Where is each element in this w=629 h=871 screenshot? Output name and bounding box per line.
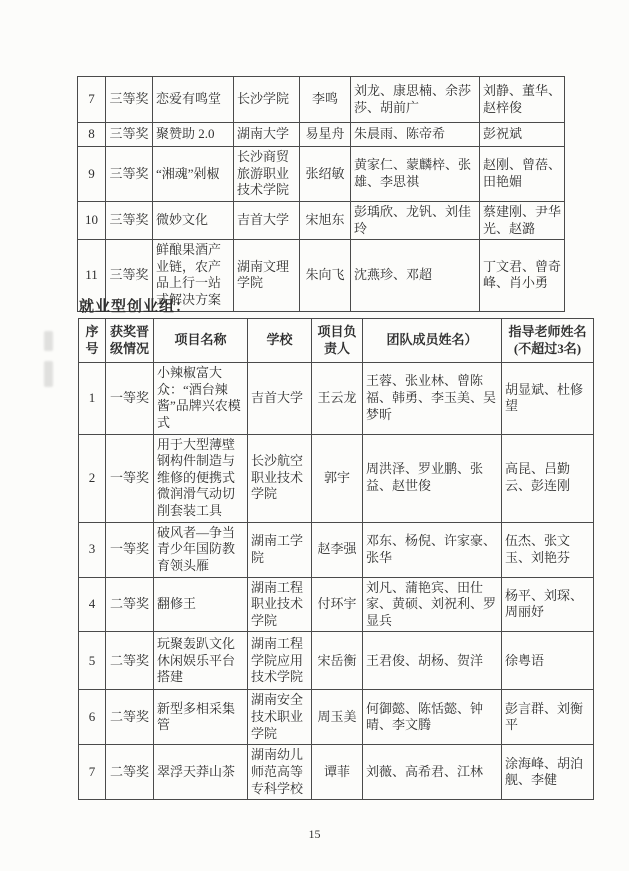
cell-no: 8 (78, 123, 106, 147)
awards-table-continued (77, 76, 565, 312)
cell-members: 黄家仁、蒙麟梓、张雄、李思祺 (351, 147, 480, 202)
cell-school: 长沙航空职业技术学院 (248, 434, 312, 522)
cell-leader: 赵李强 (312, 522, 363, 577)
cell-teachers: 赵刚、曾蓓、田艳媚 (480, 147, 565, 202)
cell-project: 鲜酿果酒产业链，农产品上行一站式解决方案 (153, 240, 234, 312)
cell-project: 聚赞助 2.0 (153, 123, 234, 147)
cell-leader: 宋旭东 (300, 201, 351, 239)
cell-school: 湖南幼儿师范高等专科学校 (248, 745, 312, 800)
cell-award: 三等奖 (106, 201, 153, 239)
cell-teachers: 丁文君、曾奇峰、肖小勇 (480, 240, 565, 312)
cell-award: 二等奖 (106, 632, 154, 690)
cell-members: 刘薇、高希君、江林 (363, 745, 502, 800)
cell-award: 一等奖 (106, 434, 154, 522)
cell-no: 1 (79, 363, 106, 435)
scan-artifact (44, 361, 53, 387)
cell-award: 三等奖 (106, 77, 153, 123)
cell-teachers: 涂海峰、胡泊舰、李健 (502, 745, 594, 800)
cell-award: 三等奖 (106, 123, 153, 147)
cell-school: 湖南大学 (234, 123, 300, 147)
cell-no: 7 (79, 745, 106, 800)
cell-no: 10 (78, 201, 106, 239)
cell-teachers: 高昆、吕勤云、彭连刚 (502, 434, 594, 522)
cell-members: 刘龙、康思楠、余莎莎、胡前广 (351, 77, 480, 123)
table-row (78, 123, 565, 147)
table-row (79, 522, 594, 577)
cell-leader: 李鸣 (300, 77, 351, 123)
cell-project: 玩聚轰趴文化休闲娱乐平台搭建 (154, 632, 248, 690)
cell-leader: 王云龙 (312, 363, 363, 435)
cell-project: 恋爱有鸣堂 (153, 77, 234, 123)
cell-school: 吉首大学 (248, 363, 312, 435)
table-row (79, 690, 594, 745)
cell-leader: 张绍敏 (300, 147, 351, 202)
cell-award: 三等奖 (106, 147, 153, 202)
cell-leader: 郭宇 (312, 434, 363, 522)
cell-award: 二等奖 (106, 745, 154, 800)
table-row (79, 745, 594, 800)
cell-leader: 谭菲 (312, 745, 363, 800)
cell-school: 湖南工程职业技术学院 (248, 577, 312, 632)
cell-teachers: 徐粤语 (502, 632, 594, 690)
cell-school: 长沙学院 (234, 77, 300, 123)
table-header-row (79, 319, 594, 363)
cell-school: 吉首大学 (234, 201, 300, 239)
cell-no: 7 (78, 77, 106, 123)
cell-leader: 朱向飞 (300, 240, 351, 312)
cell-leader: 周玉美 (312, 690, 363, 745)
cell-school: 湖南文理学院 (234, 240, 300, 312)
header-award: 获奖晋级情况 (106, 319, 154, 363)
cell-project: “湘魂”剁椒 (153, 147, 234, 202)
cell-members: 邓东、杨倪、许家豪、张华 (363, 522, 502, 577)
cell-members: 王君俊、胡杨、贺洋 (363, 632, 502, 690)
header-school: 学校 (248, 319, 312, 363)
header-project: 项目名称 (154, 319, 248, 363)
table-row (79, 434, 594, 522)
section-title: 就业型创业组： (79, 299, 192, 315)
cell-members: 何御懿、陈恬懿、钟晴、李文腾 (363, 690, 502, 745)
cell-members: 朱晨雨、陈帝希 (351, 123, 480, 147)
cell-project: 破风者—争当青少年国防教育领头雁 (154, 522, 248, 577)
cell-teachers: 彭祝斌 (480, 123, 565, 147)
cell-school: 长沙商贸旅游职业技术学院 (234, 147, 300, 202)
cell-project: 微妙文化 (153, 201, 234, 239)
cell-members: 彭瑀欣、龙钒、刘佳玲 (351, 201, 480, 239)
table-row (78, 147, 565, 202)
header-no: 序号 (79, 319, 106, 363)
table-row (78, 77, 565, 123)
cell-members: 王蓉、张业林、曾陈福、韩勇、李玉美、吴梦昕 (363, 363, 502, 435)
table-row (78, 201, 565, 239)
cell-project: 翻修王 (154, 577, 248, 632)
cell-award: 三等奖 (106, 240, 153, 312)
cell-project: 新型多相采集管 (154, 690, 248, 745)
table-row (79, 632, 594, 690)
cell-teachers: 伍杰、张文玉、刘艳芬 (502, 522, 594, 577)
cell-award: 二等奖 (106, 577, 154, 632)
cell-leader: 易星舟 (300, 123, 351, 147)
cell-no: 6 (79, 690, 106, 745)
cell-project: 翠浮天莽山茶 (154, 745, 248, 800)
cell-no: 3 (79, 522, 106, 577)
cell-teachers: 胡显斌、杜修望 (502, 363, 594, 435)
cell-teachers: 蔡建刚、尹华光、赵潞 (480, 201, 565, 239)
header-leader: 项目负责人 (312, 319, 363, 363)
cell-no: 11 (78, 240, 106, 312)
scan-artifact (44, 331, 53, 351)
cell-project: 小辣椒富大众：“酒台辣酱”品牌兴农模式 (154, 363, 248, 435)
cell-members: 刘凡、蒲艳宾、田仕家、黄硕、刘祝利、罗显兵 (363, 577, 502, 632)
cell-no: 5 (79, 632, 106, 690)
header-members: 团队成员姓名） (363, 319, 502, 363)
table-row (79, 363, 594, 435)
cell-members: 周洪泽、罗业鹏、张益、赵世俊 (363, 434, 502, 522)
cell-no: 2 (79, 434, 106, 522)
cell-school: 湖南工程学院应用技术学院 (248, 632, 312, 690)
cell-leader: 宋岳衡 (312, 632, 363, 690)
cell-teachers: 彭言群、刘衡平 (502, 690, 594, 745)
cell-award: 一等奖 (106, 363, 154, 435)
cell-award: 一等奖 (106, 522, 154, 577)
cell-no: 4 (79, 577, 106, 632)
cell-leader: 付环宇 (312, 577, 363, 632)
cell-teachers: 刘静、董华、赵梓俊 (480, 77, 565, 123)
cell-award: 二等奖 (106, 690, 154, 745)
cell-project: 用于大型薄壁钢构件制造与维修的便携式微润滑气动切削套装工具 (154, 434, 248, 522)
cell-school: 湖南安全技术职业学院 (248, 690, 312, 745)
employment-entrepreneurship-table (78, 318, 594, 800)
header-teachers: 指导老师姓名(不超过3名) (502, 319, 594, 363)
table-row (79, 577, 594, 632)
cell-no: 9 (78, 147, 106, 202)
cell-teachers: 杨平、刘琛、周丽妤 (502, 577, 594, 632)
cell-members: 沈燕珍、邓超 (351, 240, 480, 312)
cell-school: 湖南工学院 (248, 522, 312, 577)
page-number: 15 (308, 827, 321, 841)
